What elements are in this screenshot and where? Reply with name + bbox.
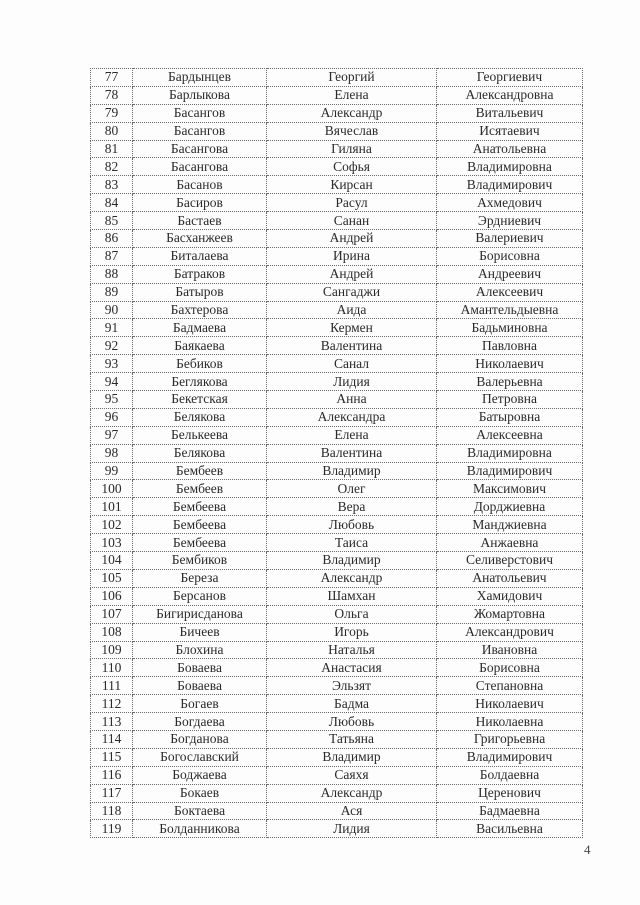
table-row (91, 230, 583, 248)
table-row (91, 516, 583, 534)
row-number-cell: 94 (91, 373, 133, 391)
names-table-body (91, 69, 583, 838)
table-row (91, 462, 583, 480)
patronymic-cell: Алексеевна (437, 426, 583, 444)
patronymic-cell: Эрдниевич (437, 212, 583, 230)
row-number-cell: 84 (91, 194, 133, 212)
row-number-cell: 117 (91, 784, 133, 802)
table-row (91, 552, 583, 570)
surname-cell: Белякова (133, 444, 267, 462)
patronymic-cell: Дорджиевна (437, 498, 583, 516)
first-name-cell: Саяхя (267, 766, 437, 784)
first-name-cell: Олег (267, 480, 437, 498)
table-row (91, 69, 583, 87)
table-row (91, 730, 583, 748)
table-row (91, 480, 583, 498)
row-number-cell: 88 (91, 265, 133, 283)
surname-cell: Бардынцев (133, 69, 267, 87)
first-name-cell: Ольга (267, 605, 437, 623)
patronymic-cell: Амантельдыевна (437, 301, 583, 319)
patronymic-cell: Манджиевна (437, 516, 583, 534)
row-number-cell: 114 (91, 730, 133, 748)
first-name-cell: Софья (267, 158, 437, 176)
first-name-cell: Сангаджи (267, 283, 437, 301)
row-number-cell: 101 (91, 498, 133, 516)
row-number-cell: 89 (91, 283, 133, 301)
first-name-cell: Кермен (267, 319, 437, 337)
patronymic-cell: Анатольевич (437, 569, 583, 587)
surname-cell: Басанов (133, 176, 267, 194)
row-number-cell: 83 (91, 176, 133, 194)
patronymic-cell: Максимович (437, 480, 583, 498)
row-number-cell: 95 (91, 391, 133, 409)
row-number-cell: 96 (91, 408, 133, 426)
patronymic-cell: Георгиевич (437, 69, 583, 87)
first-name-cell: Наталья (267, 641, 437, 659)
row-number-cell: 82 (91, 158, 133, 176)
table-row (91, 176, 583, 194)
surname-cell: Беглякова (133, 373, 267, 391)
table-row (91, 265, 583, 283)
table-row (91, 498, 583, 516)
patronymic-cell: Валерьевна (437, 373, 583, 391)
first-name-cell: Владимир (267, 748, 437, 766)
first-name-cell: Ася (267, 802, 437, 820)
first-name-cell: Аида (267, 301, 437, 319)
patronymic-cell: Александрович (437, 623, 583, 641)
surname-cell: Бадмаева (133, 319, 267, 337)
first-name-cell: Валентина (267, 337, 437, 355)
row-number-cell: 115 (91, 748, 133, 766)
row-number-cell: 93 (91, 355, 133, 373)
row-number-cell: 109 (91, 641, 133, 659)
surname-cell: Белякова (133, 408, 267, 426)
patronymic-cell: Ахмедович (437, 194, 583, 212)
surname-cell: Барлыкова (133, 86, 267, 104)
row-number-cell: 92 (91, 337, 133, 355)
row-number-cell: 111 (91, 677, 133, 695)
surname-cell: Берсанов (133, 587, 267, 605)
surname-cell: Белькеева (133, 426, 267, 444)
table-row (91, 247, 583, 265)
row-number-cell: 102 (91, 516, 133, 534)
row-number-cell: 99 (91, 462, 133, 480)
surname-cell: Блохина (133, 641, 267, 659)
patronymic-cell: Анжаевна (437, 534, 583, 552)
surname-cell: Бембеев (133, 462, 267, 480)
row-number-cell: 79 (91, 104, 133, 122)
row-number-cell: 85 (91, 212, 133, 230)
first-name-cell: Владимир (267, 462, 437, 480)
table-row (91, 766, 583, 784)
table-row (91, 355, 583, 373)
surname-cell: Басангов (133, 104, 267, 122)
surname-cell: Болданникова (133, 820, 267, 838)
surname-cell: Бембеева (133, 534, 267, 552)
patronymic-cell: Петровна (437, 391, 583, 409)
surname-cell: Боваева (133, 659, 267, 677)
first-name-cell: Таиса (267, 534, 437, 552)
surname-cell: Басангова (133, 158, 267, 176)
table-row (91, 408, 583, 426)
table-row (91, 283, 583, 301)
first-name-cell: Георгий (267, 69, 437, 87)
row-number-cell: 112 (91, 695, 133, 713)
names-table (90, 68, 583, 838)
first-name-cell: Лидия (267, 820, 437, 838)
patronymic-cell: Селиверстович (437, 552, 583, 570)
first-name-cell: Игорь (267, 623, 437, 641)
patronymic-cell: Болдаевна (437, 766, 583, 784)
first-name-cell: Эльзят (267, 677, 437, 695)
first-name-cell: Бадма (267, 695, 437, 713)
surname-cell: Бембиков (133, 552, 267, 570)
first-name-cell: Валентина (267, 444, 437, 462)
surname-cell: Бичеев (133, 623, 267, 641)
surname-cell: Бебиков (133, 355, 267, 373)
patronymic-cell: Павловна (437, 337, 583, 355)
patronymic-cell: Владимирович (437, 176, 583, 194)
table-row (91, 587, 583, 605)
first-name-cell: Александр (267, 104, 437, 122)
patronymic-cell: Хамидович (437, 587, 583, 605)
row-number-cell: 97 (91, 426, 133, 444)
page-number: 4 (584, 842, 591, 857)
surname-cell: Басханжеев (133, 230, 267, 248)
surname-cell: Богдаева (133, 713, 267, 731)
surname-cell: Богаев (133, 695, 267, 713)
patronymic-cell: Степановна (437, 677, 583, 695)
table-row (91, 569, 583, 587)
first-name-cell: Кирсан (267, 176, 437, 194)
first-name-cell: Татьяна (267, 730, 437, 748)
patronymic-cell: Николаевна (437, 713, 583, 731)
patronymic-cell: Николаевич (437, 695, 583, 713)
row-number-cell: 78 (91, 86, 133, 104)
first-name-cell: Вячеслав (267, 122, 437, 140)
patronymic-cell: Церенович (437, 784, 583, 802)
table-row (91, 319, 583, 337)
surname-cell: Бембеева (133, 516, 267, 534)
surname-cell: Богославский (133, 748, 267, 766)
patronymic-cell: Бадмаевна (437, 802, 583, 820)
row-number-cell: 110 (91, 659, 133, 677)
first-name-cell: Александра (267, 408, 437, 426)
patronymic-cell: Николаевич (437, 355, 583, 373)
row-number-cell: 90 (91, 301, 133, 319)
table-row (91, 695, 583, 713)
row-number-cell: 113 (91, 713, 133, 731)
table-row (91, 802, 583, 820)
surname-cell: Баякаева (133, 337, 267, 355)
first-name-cell: Шамхан (267, 587, 437, 605)
table-row (91, 534, 583, 552)
row-number-cell: 118 (91, 802, 133, 820)
first-name-cell: Александр (267, 569, 437, 587)
row-number-cell: 81 (91, 140, 133, 158)
patronymic-cell: Васильевна (437, 820, 583, 838)
table-row (91, 194, 583, 212)
table-row (91, 623, 583, 641)
first-name-cell: Елена (267, 86, 437, 104)
table-row (91, 301, 583, 319)
surname-cell: Бастаев (133, 212, 267, 230)
patronymic-cell: Григорьевна (437, 730, 583, 748)
table-row (91, 158, 583, 176)
surname-cell: Бембеев (133, 480, 267, 498)
table-row (91, 426, 583, 444)
table-row (91, 713, 583, 731)
first-name-cell: Андрей (267, 265, 437, 283)
table-row (91, 748, 583, 766)
first-name-cell: Андрей (267, 230, 437, 248)
patronymic-cell: Борисовна (437, 659, 583, 677)
table-row (91, 86, 583, 104)
table-row (91, 104, 583, 122)
first-name-cell: Санал (267, 355, 437, 373)
first-name-cell: Елена (267, 426, 437, 444)
patronymic-cell: Владимировна (437, 158, 583, 176)
surname-cell: Биталаева (133, 247, 267, 265)
first-name-cell: Ирина (267, 247, 437, 265)
surname-cell: Басангов (133, 122, 267, 140)
table-row (91, 677, 583, 695)
table-row (91, 122, 583, 140)
first-name-cell: Александр (267, 784, 437, 802)
row-number-cell: 100 (91, 480, 133, 498)
patronymic-cell: Александровна (437, 86, 583, 104)
table-row (91, 605, 583, 623)
first-name-cell: Любовь (267, 516, 437, 534)
first-name-cell: Расул (267, 194, 437, 212)
first-name-cell: Анастасия (267, 659, 437, 677)
first-name-cell: Вера (267, 498, 437, 516)
row-number-cell: 91 (91, 319, 133, 337)
surname-cell: Бембеева (133, 498, 267, 516)
row-number-cell: 116 (91, 766, 133, 784)
row-number-cell: 104 (91, 552, 133, 570)
table-row (91, 337, 583, 355)
patronymic-cell: Анатольевна (437, 140, 583, 158)
surname-cell: Боваева (133, 677, 267, 695)
surname-cell: Бокаев (133, 784, 267, 802)
patronymic-cell: Борисовна (437, 247, 583, 265)
surname-cell: Басиров (133, 194, 267, 212)
row-number-cell: 108 (91, 623, 133, 641)
patronymic-cell: Жомартовна (437, 605, 583, 623)
surname-cell: Боджаева (133, 766, 267, 784)
first-name-cell: Лидия (267, 373, 437, 391)
table-row (91, 659, 583, 677)
row-number-cell: 103 (91, 534, 133, 552)
table-row (91, 784, 583, 802)
surname-cell: Бигирисданова (133, 605, 267, 623)
surname-cell: Боктаева (133, 802, 267, 820)
row-number-cell: 77 (91, 69, 133, 87)
patronymic-cell: Андреевич (437, 265, 583, 283)
first-name-cell: Владимир (267, 552, 437, 570)
surname-cell: Береза (133, 569, 267, 587)
first-name-cell: Анна (267, 391, 437, 409)
patronymic-cell: Ивановна (437, 641, 583, 659)
patronymic-cell: Батыровна (437, 408, 583, 426)
patronymic-cell: Исятаевич (437, 122, 583, 140)
surname-cell: Батыров (133, 283, 267, 301)
surname-cell: Бекетская (133, 391, 267, 409)
first-name-cell: Любовь (267, 713, 437, 731)
patronymic-cell: Владимирович (437, 748, 583, 766)
patronymic-cell: Валериевич (437, 230, 583, 248)
table-row (91, 444, 583, 462)
patronymic-cell: Витальевич (437, 104, 583, 122)
first-name-cell: Гиляна (267, 140, 437, 158)
table-row (91, 641, 583, 659)
surname-cell: Басангова (133, 140, 267, 158)
table-row (91, 212, 583, 230)
row-number-cell: 105 (91, 569, 133, 587)
table-row (91, 373, 583, 391)
patronymic-cell: Владимирович (437, 462, 583, 480)
patronymic-cell: Алексеевич (437, 283, 583, 301)
surname-cell: Бахтерова (133, 301, 267, 319)
patronymic-cell: Бадьминовна (437, 319, 583, 337)
surname-cell: Богданова (133, 730, 267, 748)
surname-cell: Батраков (133, 265, 267, 283)
table-row (91, 820, 583, 838)
row-number-cell: 87 (91, 247, 133, 265)
row-number-cell: 98 (91, 444, 133, 462)
row-number-cell: 107 (91, 605, 133, 623)
row-number-cell: 80 (91, 122, 133, 140)
first-name-cell: Санан (267, 212, 437, 230)
row-number-cell: 106 (91, 587, 133, 605)
row-number-cell: 86 (91, 230, 133, 248)
patronymic-cell: Владимировна (437, 444, 583, 462)
row-number-cell: 119 (91, 820, 133, 838)
table-row (91, 391, 583, 409)
table-row (91, 140, 583, 158)
